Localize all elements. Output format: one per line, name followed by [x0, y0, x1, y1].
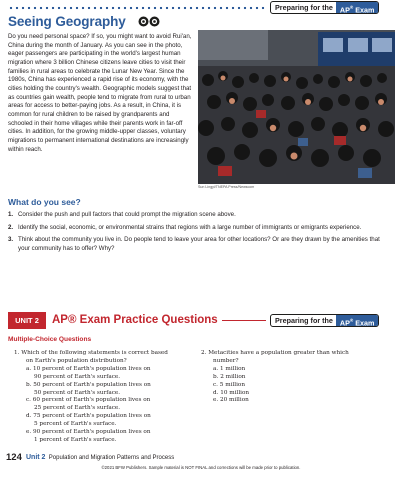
photo-credit: Sun Lingyi/TNEPA Press/Newscom [198, 185, 255, 189]
question-1: 1. Which of the following statements is correct based on Earth's population distribution? a. 10 percent of Earth's population lives on 90 percent of Earth's surface. b. 50 percent of Earth's population lives on 50 percent of Earth's surface. c. 60 percent of Earth's population lives on 25 percent of Earth's surface. d. 75 percent of Earth's population lives on 5 percent of Earth's surface. e. 90 percent of Earth's population lives on 1 percent of Earth's surface. [14, 350, 200, 445]
option-a: a. 10 percent of Earth's population lives on [26, 365, 151, 372]
list-item: 1. Consider the push and pull factors that could prompt the migration scene above. [8, 211, 236, 218]
questions-list [8, 211, 393, 258]
mc-title: Multiple-Choice Questions [8, 336, 92, 343]
option-e: e. 90 percent of Earth's population lives on [26, 429, 151, 436]
copyright-notice: ©2021 BFW Publishers. Sample material is NOT FINAL and corrections will be made prior to publication. [101, 465, 301, 470]
divider [222, 320, 266, 321]
running-footer: Unit 2 Population and Migration Patterns and Process [26, 454, 175, 461]
questions-title: What do you see? [8, 197, 81, 207]
dotted-rule [8, 6, 266, 10]
option-d: d. 75 percent of Earth's population lives on [26, 413, 151, 420]
option-d: d. 10 million [213, 389, 250, 396]
option-c: c. 5 million [213, 381, 245, 388]
option-a: a. 1 million [213, 365, 246, 372]
unit-label: UNIT 2 [8, 312, 46, 329]
migration-crowd-photo [198, 30, 395, 184]
section-title: Seeing Geography [8, 14, 126, 29]
intro-paragraph: Do you need personal space? If so, you might want to avoid Rui'an, China during the month of January. As you can see in the photo, eager passengers are participating in the world's largest human migration where 3 billion Chinese citizens leave cities to visit their families in rural areas to celebrate the Lunar New Year. Since the 1980s, China has experienced a rapid rise of its economy, with the cities holding the country's wealth. Geographic models suggest that as countries gain wealth, people tend to migrate from rural to urban areas for access to better-paying jobs. As a result, in China, it is common for rural children to be raised by grandparents and schooled in their home villages while their parents work in far-off cities. In addition, for the growing middle-upper classes, voluntary migrations to permanent international destinations are increasingly within reach. [8, 33, 192, 153]
option-e: e. 20 million [213, 397, 249, 404]
question-2: 2. Metacities have a population greater than which number? a. 1 million b. 2 million c. 5 million d. 10 million e. 20 million [201, 350, 391, 405]
unit-title: AP® Exam Practice Questions [52, 314, 218, 326]
option-b: b. 2 million [213, 373, 246, 380]
list-item: 2. Identify the social, economic, or environmental strains that regions with a large number of immigrants or emigrants experience. [8, 223, 362, 231]
option-b: b. 50 percent of Earth's population lives on [26, 381, 151, 388]
badge-ap: AP® Exam [336, 2, 379, 13]
badge-label: Preparing for the [275, 3, 333, 12]
binoculars-icon [138, 16, 160, 27]
option-c: c. 60 percent of Earth's population lives on [26, 397, 151, 404]
ap-prep-badge-2: Preparing for the AP® Exam [270, 314, 379, 327]
ap-prep-badge [270, 1, 379, 14]
page-number: 124 [6, 452, 22, 463]
list-item: 3. Think about the community you live in. Do people tend to leave your area for other locations? Or are they drawn by the amenities that your community has to offer? Why? [8, 236, 380, 252]
